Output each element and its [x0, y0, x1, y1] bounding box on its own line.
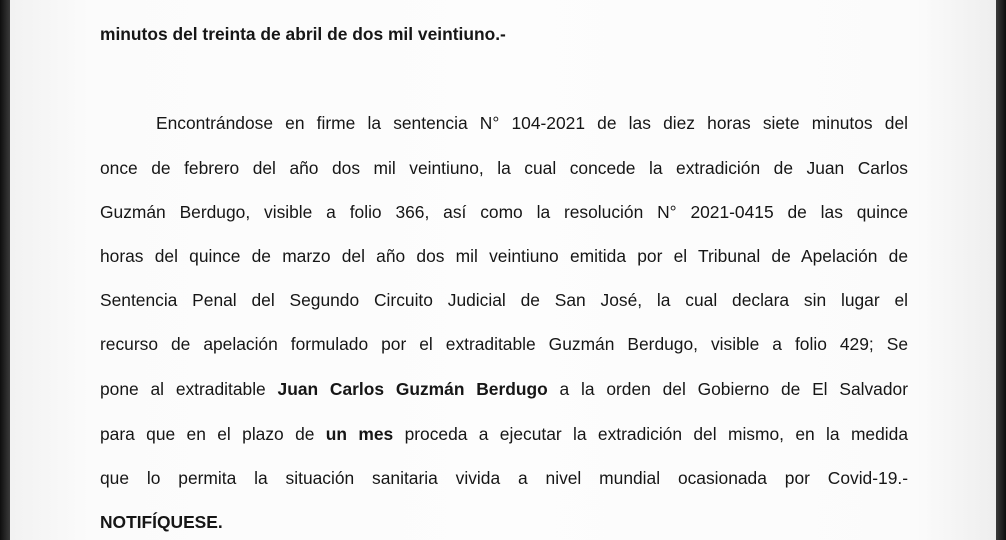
paragraph-line-9: que lo permita la situación sanitaria vivida a nivel mundial ocasionada por Covid-19.- — [100, 468, 908, 488]
deadline-term: un mes — [325, 424, 394, 444]
paragraph-line-2: once de febrero del año dos mil veintiuno, la cual concede la extradición de Juan Carlos — [100, 158, 908, 178]
paragraph-line-8 — [100, 423, 908, 445]
line8-text-after: proceda a ejecutar la extradición del mismo, en la medida — [393, 424, 908, 444]
paragraph-line-6: recurso de apelación formulado por el extraditable Guzmán Berdugo, visible a folio 429; Se — [100, 334, 908, 354]
paragraph-line-7 — [100, 378, 908, 400]
paragraph-line-1: Encontrándose en firme la sentencia N° 104-2021 de las diez horas siete minutos del — [156, 113, 908, 133]
paragraph-line-5: Sentencia Penal del Segundo Circuito Judicial de San José, la cual declara sin lugar el — [100, 290, 908, 310]
line8-text-before: para que en el plazo de — [100, 424, 326, 444]
paragraph-line-3: Guzmán Berdugo, visible a folio 366, así como la resolución N° 2021-0415 de las quince — [100, 202, 908, 222]
extraditable-name: Juan Carlos Guzmán Berdugo — [277, 379, 548, 399]
line7-text-after: a la orden del Gobierno de El Salvador — [547, 379, 908, 399]
closing-line: minutos del treinta de abril de dos mil veintiuno.- — [100, 24, 506, 44]
photo-edge-left — [0, 0, 10, 540]
photo-edge-right — [996, 0, 1006, 540]
notify-heading: NOTIFÍQUESE. — [100, 512, 223, 532]
document-page — [10, 0, 996, 540]
line7-text-before: pone al extraditable — [100, 379, 278, 399]
paragraph-line-4: horas del quince de marzo del año dos mil veintiuno emitida por el Tribunal de Apelación de — [100, 246, 908, 266]
